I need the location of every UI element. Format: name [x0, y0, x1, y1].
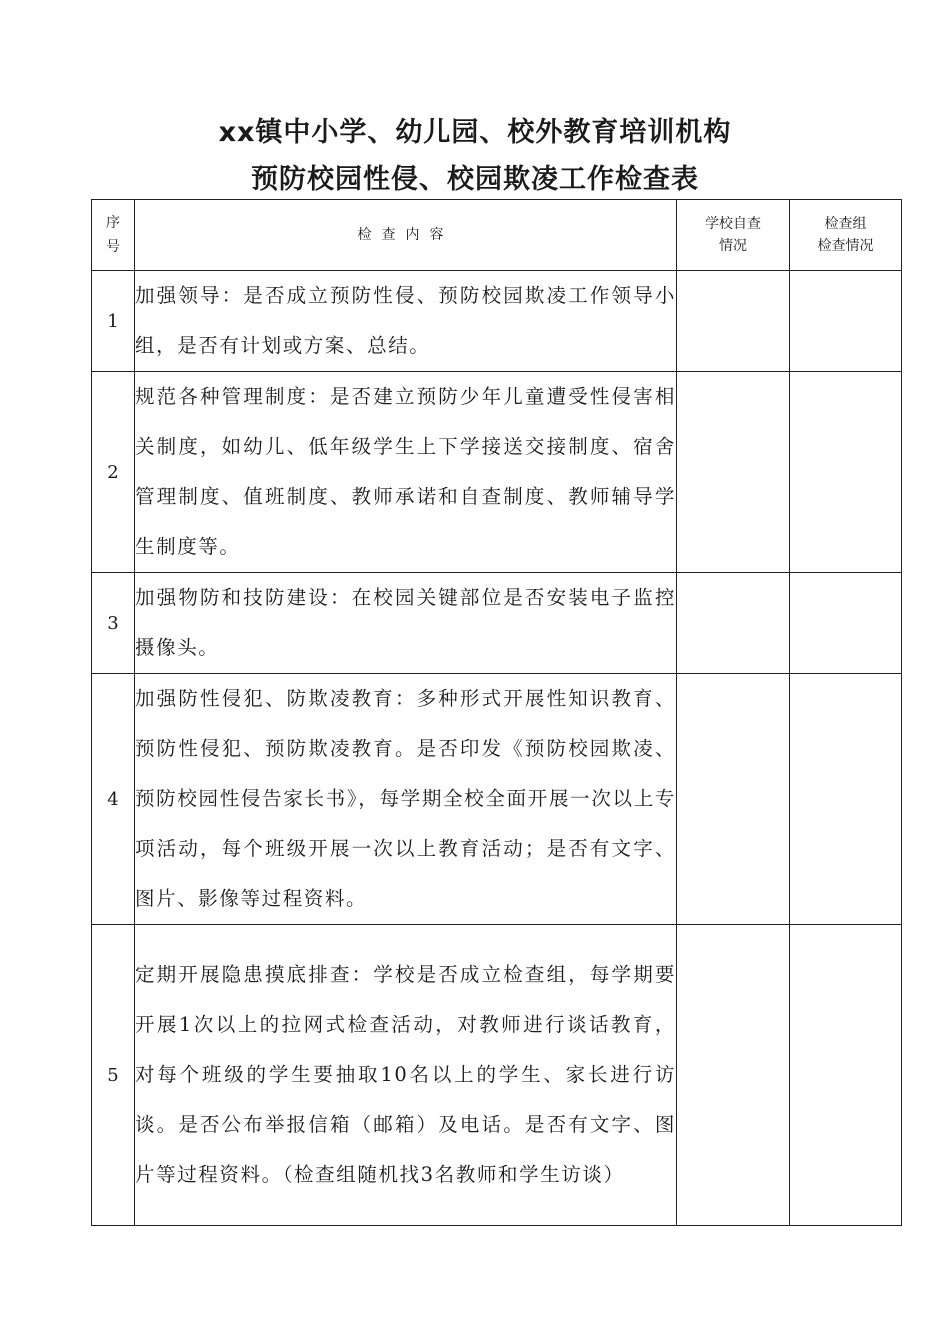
row-group-check-cell[interactable]: [790, 573, 902, 674]
row-group-check-cell[interactable]: [790, 674, 902, 925]
row-self-check-cell[interactable]: [677, 925, 790, 1226]
row-content: 加强物防和技防建设：在校园关键部位是否安装电子监控摄像头。: [135, 573, 677, 674]
row-self-check-cell[interactable]: [677, 573, 790, 674]
row-number: 3: [92, 573, 135, 674]
row-group-check-cell[interactable]: [790, 271, 902, 372]
document-title-line2: 预防校园性侵、校园欺凌工作检查表: [251, 164, 699, 195]
row-number: 4: [92, 674, 135, 925]
row-content: 规范各种管理制度：是否建立预防少年儿童遭受性侵害相关制度，如幼儿、低年级学生上下学接送交接制度、宿舍管理制度、值班制度、教师承诺和自查制度、教师辅导学生制度等。: [135, 372, 677, 573]
table-row: [92, 925, 902, 1226]
row-content: 定期开展隐患摸底排查：学校是否成立检查组，每学期要开展1次以上的拉网式检查活动，对教师进行谈话教育，对每个班级的学生要抽取10名以上的学生、家长进行访谈。是否公布举报信箱（邮箱）及电话。是否有文字、图片等过程资料。（检查组随机找3名教师和学生访谈）: [135, 925, 677, 1226]
row-self-check-cell[interactable]: [677, 271, 790, 372]
table-row: [92, 372, 902, 573]
header-content: 检查内容: [135, 200, 677, 271]
document-title-line1: xx镇中小学、幼儿园、校外教育培训机构: [218, 117, 732, 148]
table-row: [92, 573, 902, 674]
header-school-self-check-line2: 情况: [719, 238, 747, 254]
table-row: [92, 674, 902, 925]
row-number: 1: [92, 271, 135, 372]
header-school-self-check-line1: 学校自查: [705, 216, 761, 232]
row-content: 加强防性侵犯、防欺凌教育：多种形式开展性知识教育、预防性侵犯、预防欺凌教育。是否印发《预防校园欺凌、预防校园性侵告家长书》，每学期全校全面开展一次以上专项活动，每个班级开展一次以上教育活动；是否有文字、图片、影像等过程资料。: [135, 674, 677, 925]
table-row: [92, 271, 902, 372]
row-group-check-cell[interactable]: [790, 372, 902, 573]
row-self-check-cell[interactable]: [677, 372, 790, 573]
row-self-check-cell[interactable]: [677, 674, 790, 925]
row-number: 2: [92, 372, 135, 573]
table-header-row: [92, 200, 902, 271]
header-no: 序号: [92, 200, 135, 271]
header-group-check-line1: 检查组: [824, 216, 867, 232]
header-group-check-line2: 检查情况: [817, 238, 874, 254]
row-number: 5: [92, 925, 135, 1226]
header-group-check: [790, 200, 902, 271]
row-group-check-cell[interactable]: [790, 925, 902, 1226]
row-content: 加强领导：是否成立预防性侵、预防校园欺凌工作领导小组，是否有计划或方案、总结。: [135, 271, 677, 372]
header-school-self-check: [677, 200, 790, 271]
inspection-table: [91, 199, 902, 1226]
